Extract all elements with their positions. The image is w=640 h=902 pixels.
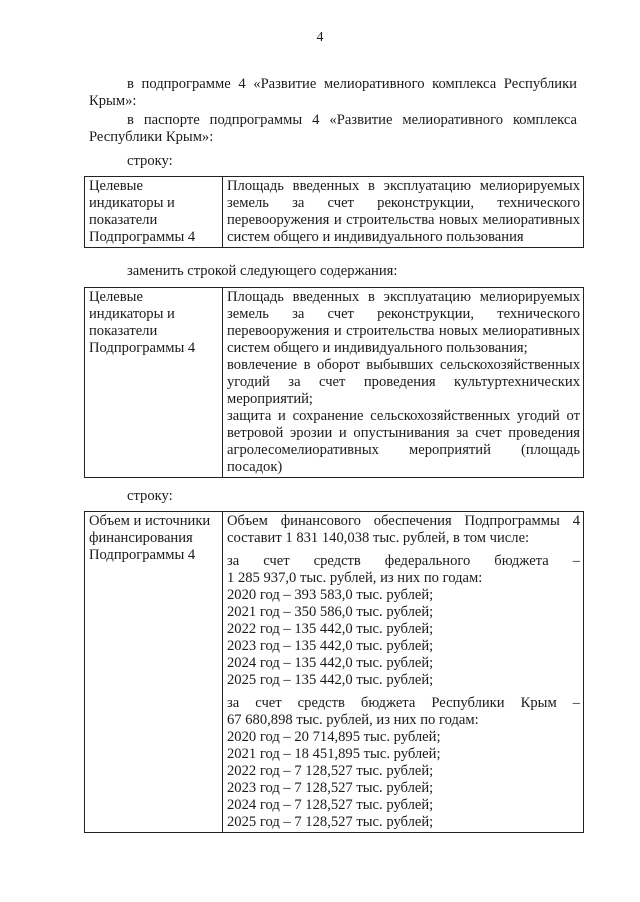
intro-line-1: в подпрограмме 4 «Развитие мелиоративного комплекса Республики xyxy=(127,76,577,92)
cell-line: Подпрограммы 4 xyxy=(89,229,196,245)
cell-line: вовлечение в оборот выбывших сельскохозяйственных xyxy=(227,357,580,373)
federal-year-line: 2024 год – 135 442,0 тыс. рублей; xyxy=(227,655,434,671)
crimea-intro-line: 67 680,898 тыс. рублей, из них по годам: xyxy=(227,712,479,728)
cell-line: Площадь введенных в эксплуатацию мелиорируемых xyxy=(227,178,580,194)
cell-line: посадок) xyxy=(227,459,283,475)
cell-line: земель за счет реконструкции, технического xyxy=(227,306,580,322)
cell-line: защита и сохранение сельскохозяйственных угодий от xyxy=(227,408,580,424)
cell-line: земель за счет реконструкции, технического xyxy=(227,195,580,211)
table-targets-new-left xyxy=(85,288,223,478)
cell-line: перевооружения и строительства новых мелиоративных xyxy=(227,323,580,339)
cell-line: индикаторы и xyxy=(89,306,175,322)
cell-line: Площадь введенных в эксплуатацию мелиорируемых xyxy=(227,289,580,305)
federal-intro-line: за счет средств федерального бюджета – xyxy=(227,553,580,569)
cell-line: показатели xyxy=(89,212,158,228)
table-targets-old-left xyxy=(85,177,223,248)
table-targets-old xyxy=(84,176,584,248)
crimea-year-line: 2022 год – 7 128,527 тыс. рублей; xyxy=(227,763,434,779)
cell-line: индикаторы и xyxy=(89,195,175,211)
cell-line: финансирования xyxy=(89,530,193,546)
cell-line: агролесомелиоративных мероприятий (площадь xyxy=(227,442,580,458)
table-financing xyxy=(84,511,584,833)
page-number: 4 xyxy=(316,30,324,45)
table-targets-new-right xyxy=(223,288,584,478)
intro-line-1-cont: Крым»: xyxy=(89,93,137,109)
cell-line: Подпрограммы 4 xyxy=(89,547,196,563)
crimea-year-line: 2020 год – 20 714,895 тыс. рублей; xyxy=(227,729,441,745)
cell-line: угодий за счет проведения культуртехнических xyxy=(227,374,580,390)
table-targets-new xyxy=(84,287,584,478)
cell-line: систем общего и индивидуального пользования xyxy=(227,229,524,245)
cell-line: мероприятий; xyxy=(227,391,313,407)
cell-line: перевооружения и строительства новых мелиоративных xyxy=(227,212,580,228)
crimea-year-line: 2024 год – 7 128,527 тыс. рублей; xyxy=(227,797,434,813)
cell-line: Целевые xyxy=(89,178,143,194)
crimea-intro-line: за счет средств бюджета Республики Крым – xyxy=(227,695,580,711)
federal-year-line: 2022 год – 135 442,0 тыс. рублей; xyxy=(227,621,434,637)
cell-line: Объем и источники xyxy=(89,513,211,529)
table-financing-right xyxy=(223,512,584,833)
financing-total-line: Объем финансового обеспечения Подпрограммы 4 xyxy=(227,513,580,529)
federal-year-line: 2023 год – 135 442,0 тыс. рублей; xyxy=(227,638,434,654)
intro-line-2: в паспорте подпрограммы 4 «Развитие мелиоративного комплекса xyxy=(127,112,577,128)
federal-year-line: 2021 год – 350 586,0 тыс. рублей; xyxy=(227,604,434,620)
crimea-year-line: 2021 год – 18 451,895 тыс. рублей; xyxy=(227,746,441,762)
crimea-year-line: 2023 год – 7 128,527 тыс. рублей; xyxy=(227,780,434,796)
federal-year-line: 2020 год – 393 583,0 тыс. рублей; xyxy=(227,587,434,603)
cell-line: Подпрограммы 4 xyxy=(89,340,196,356)
cell-line: показатели xyxy=(89,323,158,339)
crimea-year-line: 2025 год – 7 128,527 тыс. рублей; xyxy=(227,814,434,830)
cell-line: ветровой эрозии и опустынивания за счет проведения xyxy=(227,425,580,441)
label-row-1: строку: xyxy=(127,153,173,169)
financing-total-line: составит 1 831 140,038 тыс. рублей, в том числе: xyxy=(227,530,530,546)
cell-line: Целевые xyxy=(89,289,143,305)
federal-intro-line: 1 285 937,0 тыс. рублей, из них по годам: xyxy=(227,570,483,586)
federal-year-line: 2025 год – 135 442,0 тыс. рублей; xyxy=(227,672,434,688)
intro-line-2-cont: Республики Крым»: xyxy=(89,129,214,145)
cell-line: систем общего и индивидуального пользования; xyxy=(227,340,528,356)
table-financing-left xyxy=(85,512,223,833)
table-targets-old-right xyxy=(223,177,584,248)
label-row-2: строку: xyxy=(127,488,173,504)
label-replace: заменить строкой следующего содержания: xyxy=(127,263,398,279)
